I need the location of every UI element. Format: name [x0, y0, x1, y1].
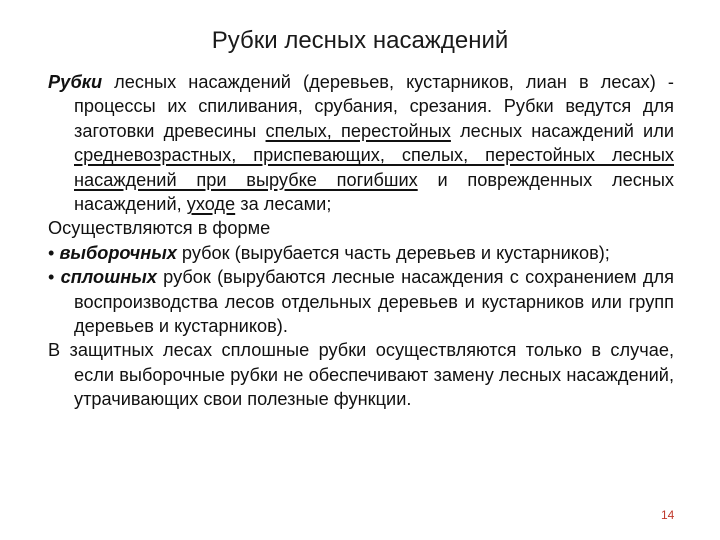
definition-text-3: и поврежденных лесных насаждений,	[74, 169, 674, 215]
bullet-text-clear-cut: рубок (вырубаются лесные насаждения с сохранением для воспроизводства лесов отдельных деревьев и кустарников или групп деревьев и кустарников).	[74, 267, 674, 337]
definition-text-2: лесных насаждений или	[450, 120, 674, 141]
slide-title: Рубки лесных насаждений	[211, 27, 509, 54]
bullet-term-clear-cut: сплошных	[60, 267, 157, 288]
page-number: 14	[661, 508, 675, 522]
bullet-term-selective: выборочных	[59, 242, 177, 263]
definition-paragraph	[48, 70, 674, 216]
bullet-marker: •	[48, 267, 55, 288]
bullet-selective	[48, 241, 674, 265]
underlined-term-stands: средневозрастных, приспевающих, спелых, перестойных лесных насаждений при вырубке погибших	[74, 145, 674, 190]
bullet-text-selective: рубок (вырубается часть деревьев и кустарников);	[176, 242, 610, 263]
bullet-marker: •	[48, 242, 55, 263]
forms-intro: Осуществляются в форме	[48, 218, 271, 239]
underlined-term-care: уходе	[186, 194, 236, 215]
underlined-term-mature: спелых, перестойных	[265, 120, 451, 141]
bullet-clear-cut	[48, 265, 674, 338]
protective-forests-paragraph: В защитных лесах сплошные рубки осуществляются только в случае, если выборочные рубки не обеспечивают замену лесных насаждений, утрачивающих свои полезные функции.	[48, 340, 674, 410]
slide-body	[48, 70, 674, 412]
lead-term: Рубки	[48, 72, 103, 92]
definition-text-1: лесных насаждений (деревьев, кустарников, лиан в лесах) - процессы их спиливания, срубания, срезания. Рубки ведутся для заготовки древесины	[74, 72, 674, 141]
definition-text-4: за лесами;	[235, 194, 332, 215]
